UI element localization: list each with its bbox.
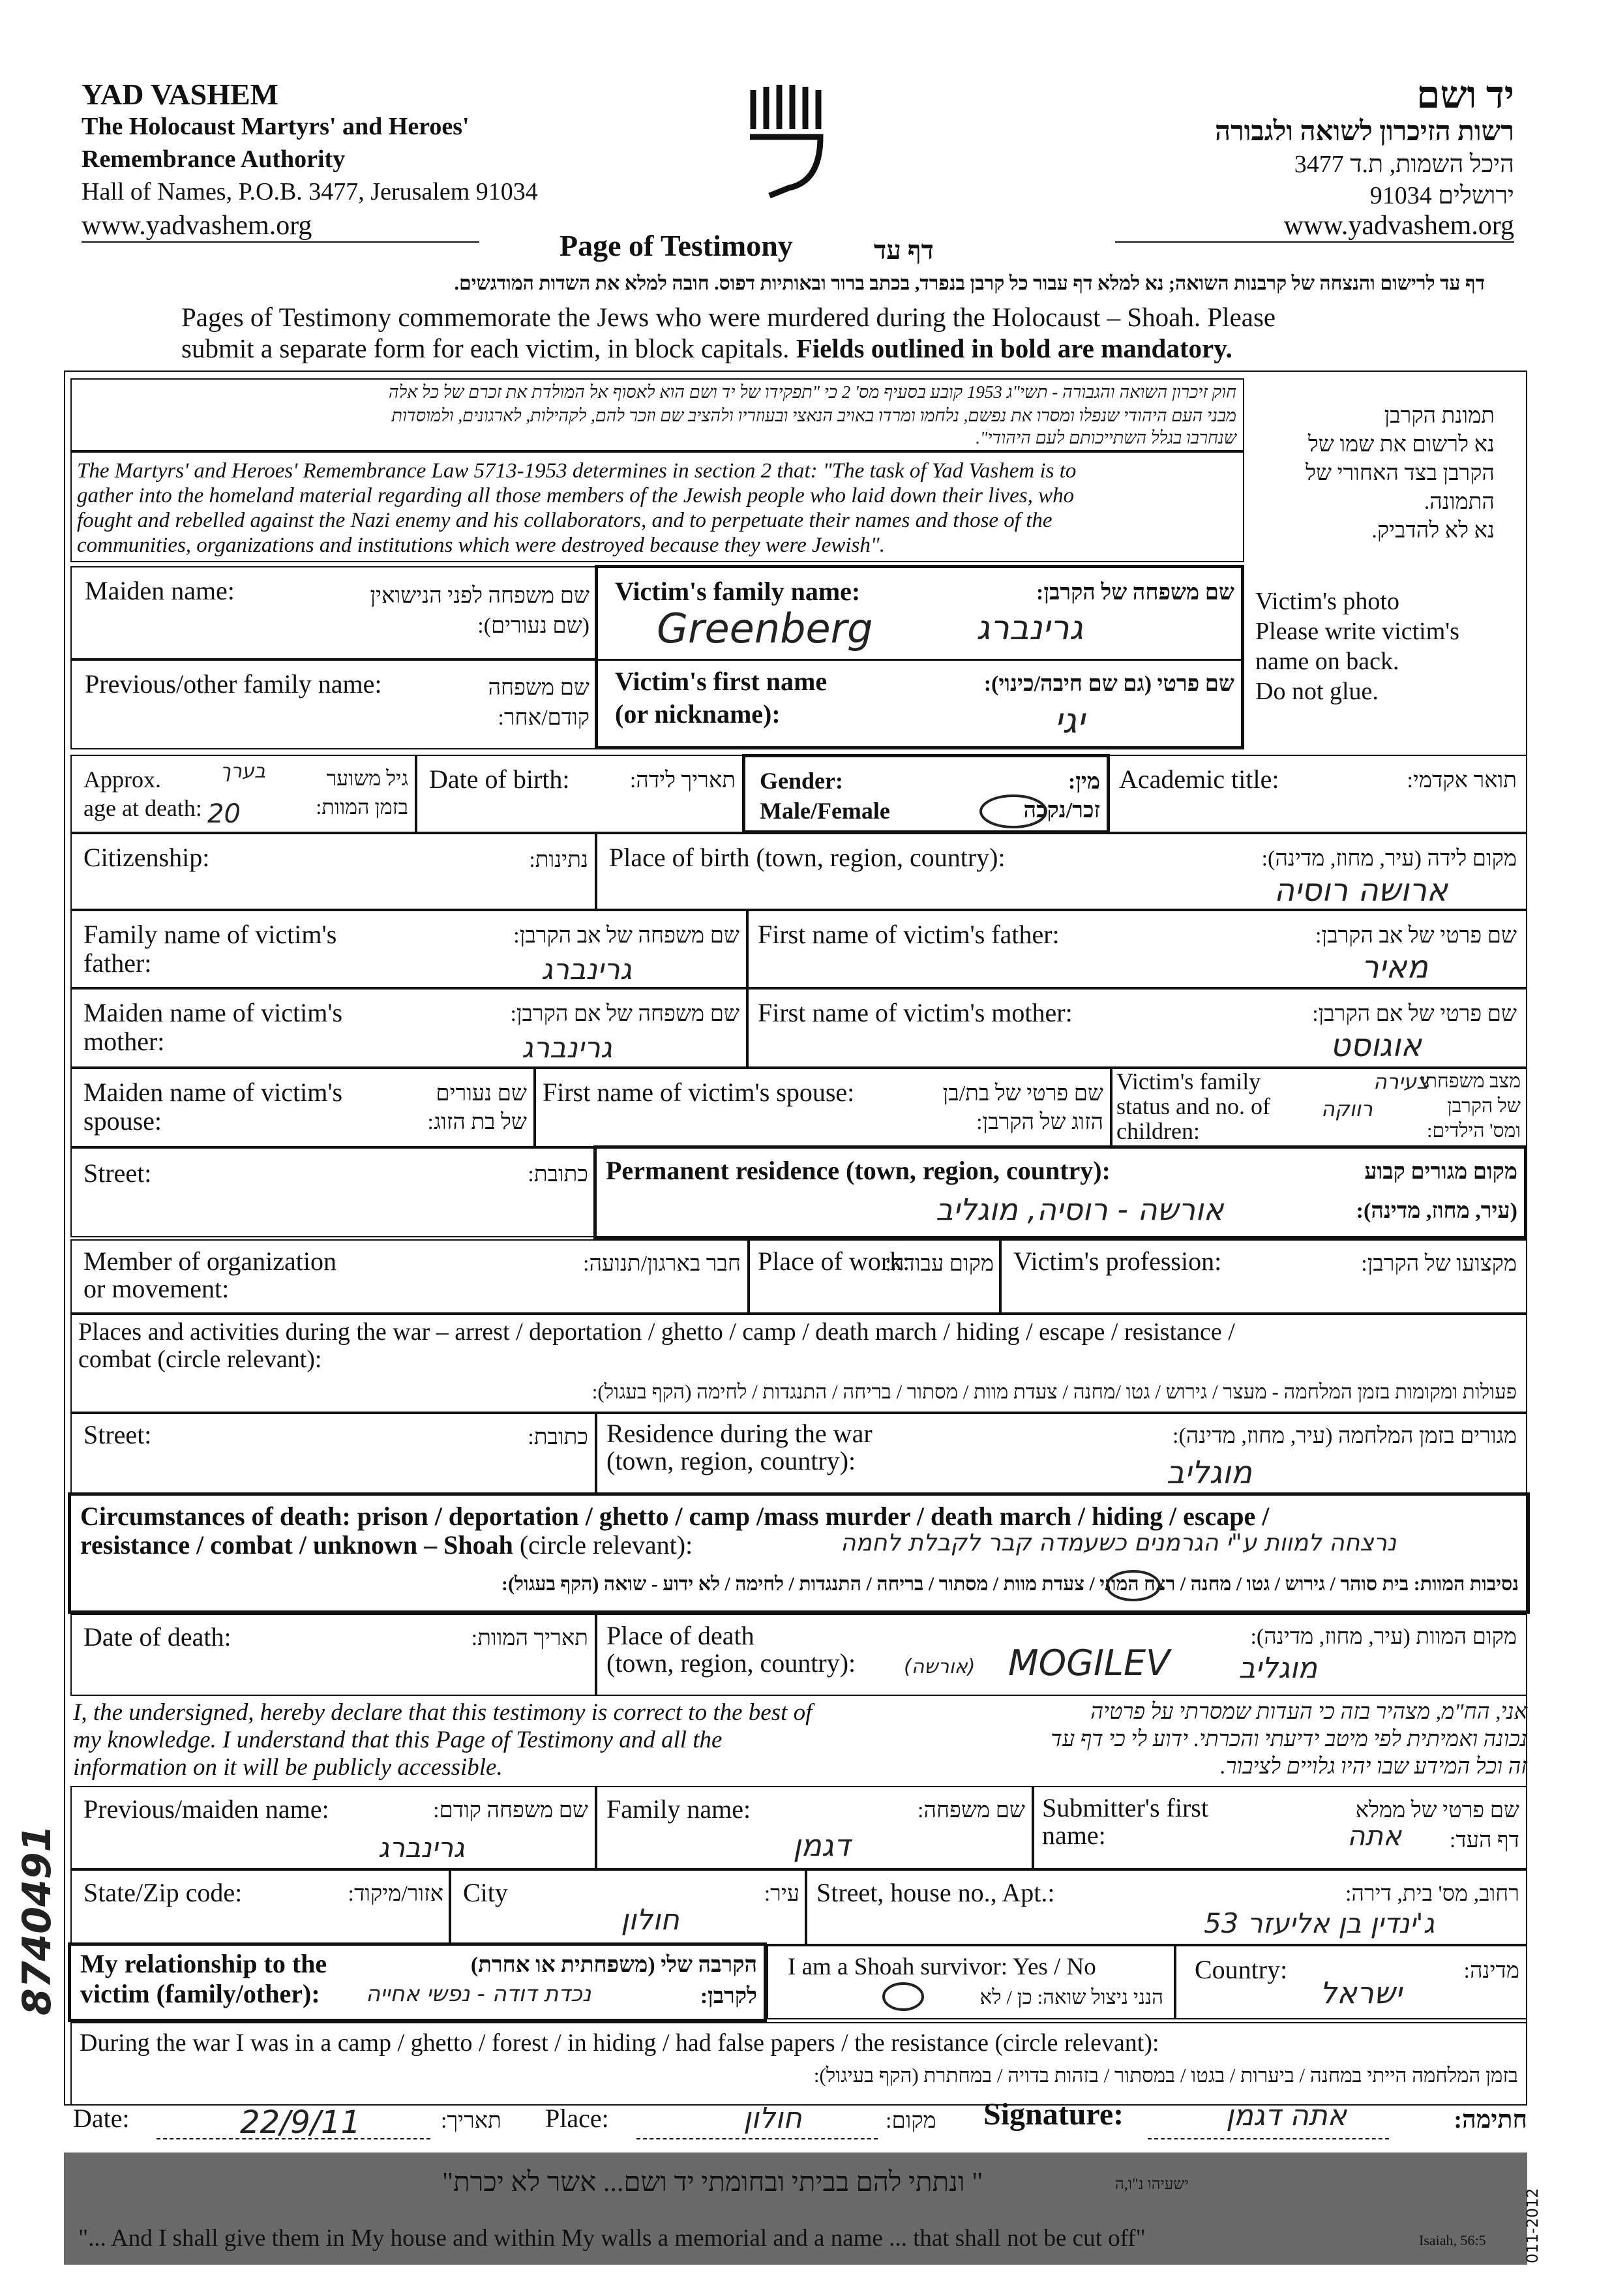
spouse-first-he1: שם פרטי של בת/בן <box>942 1081 1103 1106</box>
org-member-he: חבר בארגון/תנועה: <box>583 1252 741 1276</box>
profession-he: מקצועו של הקרבן: <box>1361 1252 1517 1276</box>
law-en-line4: communities, organizations and institutions which were destroyed because they were Jewish". <box>77 534 885 557</box>
father-first-label: First name of victim's father: <box>758 920 1060 949</box>
org-he-line3: ירושלים 91034 <box>1369 182 1514 209</box>
sub-first-he2: דף העד: <box>1449 1828 1519 1852</box>
org-en-web[interactable]: www.yadvashem.org <box>82 211 312 241</box>
law-he-line1: חוק זיכרון השואה והגבורה - תשי"ג 1953 קובע בסעיף מס' 2 כי "תפקידו של יד ושם הוא לאסוף אל המולדת את זכרם של כל אלה <box>388 382 1236 402</box>
sub-prev-name-value: גרינברג <box>378 1832 465 1864</box>
dob-label: Date of birth: <box>429 764 570 794</box>
war-residence-he: מגורים בזמן המלחמה (עיר, מחוז, מדינה): <box>1172 1424 1517 1448</box>
place-of-birth-field[interactable] <box>596 833 1527 910</box>
war-residence-field[interactable] <box>596 1413 1527 1495</box>
age-he2: בזמן המוות: <box>316 795 408 819</box>
sub-first-value: אתה <box>1347 1820 1402 1852</box>
circ-en1: Circumstances of death: prison / deportation / ghetto / camp /mass murder / death march / hiding / escape / <box>80 1502 1270 1531</box>
signature-value[interactable]: אתה דגמן <box>1226 2099 1347 2132</box>
father-family-label2: father: <box>83 948 152 978</box>
footer-source-he: ישעיהו נ"ו,ה <box>1115 2176 1189 2193</box>
mother-first-name-field[interactable] <box>747 988 1527 1068</box>
country-value: ישראל <box>1320 1975 1402 2010</box>
org-he-line2: היכל השמות, ת.ד 3477 <box>1294 151 1514 178</box>
submitter-street-field[interactable] <box>806 1869 1527 1945</box>
decl-he1: אני, הח"מ, מצהיר בזה כי העדות שמסרתי על פרטיה <box>1090 1700 1527 1724</box>
law-he-line2: מבני העם היהודי שנפלו ומסרו את נפשם, נלחמו ומרדו באויב הנאצי ובעוזריו ולהציב שם וזכר להם, לקהילות, לארגונים, ולמוסדות <box>391 406 1236 425</box>
photo-he-line2: נא לרשום את שמו של <box>1307 432 1495 457</box>
survivor-he: הנני ניצול שואה: כן / לא <box>979 1986 1163 2008</box>
residence-value: אורשה - רוסיה, מוגליב <box>936 1192 1224 1227</box>
victim-first-name-label1: Victim's first name <box>615 667 828 696</box>
circ-he: נסיבות המוות: בית סוהר / גירוש / גטו / מחנה / רצח המוני / צעדת מוות / מסתור / בריחה / התנגדות / לחימה / לא ידוע - שואה (הקף בעגול): <box>501 1573 1519 1595</box>
work-he: מקום עבודה: <box>885 1252 994 1276</box>
sub-street-value: ג'ינדין בן אליעזר 53 <box>1204 1907 1435 1939</box>
yad-vashem-logo-icon <box>743 83 828 207</box>
intro-en-line2b: Fields outlined in bold are mandatory. <box>796 333 1232 363</box>
mother-maiden-value: גרינברג <box>522 1031 612 1065</box>
intro-en-line2a: submit a separate form for each victim, in block capitals. <box>181 333 796 363</box>
decl-he2: נכונה ואמיתית לפי מיטב ידיעתי והכרתי. ידוע לי כי דף עד <box>1051 1727 1527 1751</box>
header-underline-right <box>1115 241 1514 243</box>
war-places-he: פעולות ומקומות בזמן המלחמה - מעצר / גירוש / גטו /מחנה / צעדת מוות / מסתור / בריחה / התנגדות / לחימה (הקף בעגול): <box>591 1380 1517 1403</box>
sub-first-label2: name: <box>1042 1820 1106 1850</box>
circ-en-line2 <box>80 1531 693 1560</box>
place-he: מקום: <box>886 2109 936 2133</box>
circumstances-of-death-field[interactable] <box>68 1492 1530 1614</box>
residence-he1: מקום מגורים קבוע <box>1364 1160 1517 1184</box>
date-he: תאריך: <box>441 2109 501 2133</box>
org-en-line2: Remembrance Authority <box>82 145 346 173</box>
sub-prev-name-he: שם משפחה קודם: <box>433 1798 588 1822</box>
street-field[interactable] <box>70 1147 596 1237</box>
date-value[interactable]: 22/9/11 <box>240 2104 361 2141</box>
stamp-number: 8740491 <box>14 1824 60 2016</box>
during-war-en: During the war I was in a camp / ghetto / forest / in hiding / had false papers / the resistance (circle relevant): <box>80 2029 1159 2057</box>
date-of-death-field[interactable] <box>70 1614 596 1696</box>
victim-family-name-label: Victim's family name: <box>615 577 861 606</box>
sub-family-he: שם משפחה: <box>918 1798 1025 1822</box>
victim-family-name-field[interactable] <box>598 568 1241 658</box>
zip-code-field[interactable] <box>70 1869 450 1945</box>
place-of-death-field[interactable] <box>596 1614 1527 1696</box>
pod-value-he: מוגליב <box>1238 1652 1317 1685</box>
status-value2: רווקה <box>1321 1096 1373 1121</box>
status-label3: children: <box>1116 1118 1200 1144</box>
war-places-en1: Places and activities during the war – arrest / deportation / ghetto / camp / death march / hiding / escape / resistance / <box>78 1318 1235 1346</box>
prev-family-name-label: Previous/other family name: <box>85 669 382 699</box>
photo-en-line4: Do not glue. <box>1255 678 1379 705</box>
gender-he2: זכר/נקבה <box>1023 798 1100 823</box>
father-family-value: גרינברג <box>541 953 632 986</box>
sub-prev-name-label: Previous/maiden name: <box>83 1794 329 1824</box>
rel-he2: לקרבן: <box>700 1984 757 2008</box>
father-family-name-field[interactable] <box>70 910 747 988</box>
rel-label1: My relationship to the <box>80 1949 327 1978</box>
victim-first-name-value: יגי <box>1054 700 1085 741</box>
submitter-war-field[interactable] <box>70 2022 1527 2106</box>
status-he3: ומס' הילדים: <box>1427 1120 1521 1141</box>
victim-family-name-value-he: גרינברג <box>976 609 1084 648</box>
date-label: Date: <box>73 2104 130 2133</box>
mother-maiden-label2: mother: <box>83 1027 165 1056</box>
age-label2: age at death: <box>83 795 202 821</box>
sub-first-he1: שם פרטי של ממלא <box>1355 1798 1519 1822</box>
zip-he: אזור/מיקוד: <box>348 1882 443 1906</box>
gender-circle-icon <box>978 793 1049 830</box>
permanent-residence-field[interactable] <box>593 1145 1527 1239</box>
footer-quote-en: "... And I shall give them in My house and within My walls a memorial and a name ... that shall not be cut off" <box>78 2225 1146 2252</box>
country-he: מדינה: <box>1463 1959 1519 1983</box>
victim-first-name-he: שם פרטי (גם שם חיבה/כינוי): <box>983 672 1234 696</box>
war-residence-value: מוגליב <box>1166 1455 1252 1491</box>
relationship-field[interactable] <box>68 1942 767 2022</box>
form-code: 011-2012 <box>1523 2188 1542 2263</box>
father-first-value: מאיר <box>1361 949 1428 986</box>
prev-family-name-field[interactable] <box>70 659 597 749</box>
status-label2: status and no. of <box>1116 1093 1270 1119</box>
submitter-prev-name-field[interactable] <box>70 1786 596 1869</box>
intro-en-line1: Pages of Testimony commemorate the Jews who were murdered during the Holocaust – Shoah. Please <box>181 302 1276 332</box>
status-value1: צעירה <box>1373 1069 1429 1094</box>
signature-label: Signature: <box>983 2097 1124 2132</box>
organization-field[interactable] <box>70 1239 749 1314</box>
ghetto-circle-icon <box>1104 1567 1163 1604</box>
circ-value: נרצחה למוות ע"י הגרמנים כשעמדה קבר לקבלת לחמה <box>841 1530 1397 1556</box>
photo-en-line3: name on back. <box>1255 648 1399 675</box>
prev-family-name-he2: קודם/אחר: <box>498 706 590 730</box>
maiden-name-field[interactable] <box>70 566 597 659</box>
spouse-maiden-he2: של בת הזוג: <box>427 1110 527 1134</box>
father-family-label1: Family name of victim's <box>83 920 337 949</box>
spouse-first-he2: הזוג של הקרבן: <box>976 1110 1103 1134</box>
prev-family-name-he1: שם משפחה <box>488 676 590 700</box>
place-of-work-field[interactable] <box>749 1239 1000 1314</box>
academic-title-he: תואר אקדמי: <box>1407 768 1517 793</box>
mother-maiden-label1: Maiden name of victim's <box>83 998 343 1027</box>
survivor-label: I am a Shoah survivor: Yes / No <box>788 1954 1096 1980</box>
decl-he3: זה וכל המידע שבו יהיו גלויים לציבור. <box>1220 1755 1527 1779</box>
photo-en-line2: Please write victim's <box>1255 618 1459 645</box>
pod-he: מקום המוות (עיר, מחוז, מדינה): <box>1250 1625 1517 1649</box>
citizenship-label: Citizenship: <box>83 843 210 872</box>
work-label: Place of work: <box>758 1246 910 1276</box>
street-he: כתובת: <box>528 1162 588 1186</box>
profession-label: Victim's profession: <box>1013 1246 1222 1276</box>
place-value[interactable]: חולון <box>743 2102 802 2135</box>
rel-value: נכדת דודה - נפשי אחייה <box>366 1981 591 2007</box>
law-en-line3: fought and rebelled against the Nazi enemy and his collaborators, and to perpetuate their names and those of the <box>77 509 1052 532</box>
gender-label1: Gender: <box>760 768 843 794</box>
sub-street-label: Street, house no., Apt.: <box>816 1878 1055 1907</box>
maiden-name-he1: שם משפחה לפני הנישואין <box>370 584 590 608</box>
status-label1: Victim's family <box>1116 1068 1261 1095</box>
mother-first-label: First name of victim's mother: <box>758 998 1073 1027</box>
title-en: Page of Testimony <box>560 229 793 262</box>
gender-he1: מין: <box>1067 770 1100 794</box>
law-en-line2: gather into the homeland material regarding all those members of the Jewish people who laid down their lives, who <box>77 484 1075 507</box>
spouse-maiden-he1: שם נעורים <box>436 1081 527 1106</box>
victim-first-name-field[interactable] <box>598 661 1241 747</box>
org-member-label2: or movement: <box>83 1274 230 1303</box>
city-he: עיר: <box>764 1882 799 1906</box>
age-label1: Approx. <box>83 766 161 793</box>
no-circle-icon <box>880 1980 926 2013</box>
father-family-he: שם משפחה של אב הקרבן: <box>513 924 739 948</box>
residence-label: Permanent residence (town, region, country): <box>606 1156 1111 1185</box>
place-of-birth-he: מקום לידה (עיר, מחוז, מדינה): <box>1261 847 1517 871</box>
city-value: חולון <box>621 1903 679 1937</box>
war-activities-field[interactable] <box>70 1314 1527 1413</box>
org-he-line1: רשות הזיכרון לשואה ולגבורה <box>1214 117 1514 147</box>
age-note: בערך <box>220 760 266 783</box>
status-he1: מצב משפחתי <box>1420 1070 1521 1092</box>
city-field[interactable] <box>450 1869 806 1945</box>
citizenship-field[interactable] <box>70 833 596 910</box>
intro-en-line2 <box>181 333 1232 364</box>
maiden-name-label: Maiden name: <box>85 576 235 605</box>
law-en-box <box>70 451 1244 562</box>
mother-maiden-he: שם משפחה של אם הקרבן: <box>510 1002 739 1026</box>
rel-he1: הקרבה שלי (משפחתית או אחרת) <box>470 1953 757 1977</box>
street-label: Street: <box>83 1158 152 1188</box>
law-he-line3: שנחרבו בגלל השתייכותם לעם היהודי". <box>976 428 1236 447</box>
sub-family-value: דגמן <box>793 1828 850 1863</box>
spouse-first-name-field[interactable] <box>535 1068 1111 1147</box>
sub-first-label1: Submitter's first <box>1042 1793 1208 1822</box>
survivor-field[interactable] <box>767 1945 1175 2019</box>
victim-family-name-value-en: Greenberg <box>657 605 873 652</box>
status-he2: של הקרבן <box>1447 1095 1521 1117</box>
org-member-label1: Member of organization <box>83 1246 337 1276</box>
war-residence-label1: Residence during the war <box>606 1419 873 1448</box>
law-he-box <box>70 378 1244 451</box>
photo-he-line3: הקרבן בצד האחורי של <box>1306 461 1495 485</box>
title-he: דף עד <box>874 235 934 265</box>
photo-he-line4: התמונה. <box>1424 490 1495 514</box>
age-field[interactable] <box>70 755 416 833</box>
decl-en2: my knowledge. I understand that this Page of Testimony and all the <box>73 1727 723 1753</box>
academic-title-label: Academic title: <box>1119 764 1279 794</box>
pod-value-en: MOGILEV <box>1008 1642 1171 1684</box>
dod-label: Date of death: <box>83 1622 231 1652</box>
gender-field[interactable] <box>742 754 1110 834</box>
age-he1: גיל משוער <box>326 766 408 790</box>
org-he-web[interactable]: www.yadvashem.org <box>1283 211 1514 241</box>
org-en-line1: The Holocaust Martyrs' and Heroes' <box>82 113 470 140</box>
spouse-maiden-label2: spouse: <box>83 1106 162 1136</box>
academic-title-field[interactable] <box>1109 755 1527 833</box>
during-war-he: בזמן המלחמה הייתי במחנה / ביערות / בגטו / במסתור / בזהות בדויה / במחתרת (הקף בעיגול): <box>813 2064 1518 2087</box>
zip-label: State/Zip code: <box>83 1878 243 1907</box>
age-value: 20 <box>207 799 241 829</box>
org-en-address: Hall of Names, P.O.B. 3477, Jerusalem 91034 <box>82 178 538 205</box>
country-field[interactable] <box>1175 1945 1527 2019</box>
dod-he: תאריך המוות: <box>471 1626 588 1650</box>
spouse-maiden-label1: Maiden name of victim's <box>83 1078 343 1107</box>
intro-he: דף עד לרישום והנצחה של קרבנות השואה; נא למלא דף עבור כל קרבן בנפרד, בכתב ברור ובאותיות דפוס. חובה למלא את השדות המודגשים. <box>454 273 1485 294</box>
submitter-family-name-field[interactable] <box>596 1786 1033 1869</box>
profession-field[interactable] <box>1000 1239 1527 1314</box>
signature-he: חתימה: <box>1454 2106 1527 2134</box>
country-label: Country: <box>1195 1955 1288 1984</box>
rel-label2: victim (family/other): <box>80 1979 320 2008</box>
org-he-name: יד ושם <box>1416 74 1514 116</box>
place-line <box>636 2137 878 2139</box>
dob-he: תאריך לידה: <box>629 768 736 793</box>
pod-value-note: (אורשה) <box>904 1655 976 1678</box>
photo-he-line5: נא לא להדביק. <box>1371 519 1495 543</box>
war-street-field[interactable] <box>70 1413 596 1495</box>
residence-he2: (עיר, מחוז, מדינה): <box>1356 1199 1517 1223</box>
mother-maiden-name-field[interactable] <box>70 988 747 1068</box>
place-label: Place: <box>545 2104 609 2133</box>
city-label: City <box>463 1878 508 1907</box>
decl-en3: information on it will be publicly accessible. <box>73 1754 503 1781</box>
sub-street-he: רחוב, מס' בית, דירה: <box>1345 1882 1519 1906</box>
photo-en-line1: Victim's photo <box>1255 588 1399 615</box>
circ-en3: (circle relevant): <box>519 1530 693 1560</box>
sub-family-label: Family name: <box>606 1794 751 1824</box>
photo-he-line1: תמונת הקרבן <box>1384 404 1495 428</box>
submitter-first-name-field[interactable] <box>1033 1786 1527 1869</box>
decl-en1: I, the undersigned, hereby declare that this testimony is correct to the best of <box>73 1699 813 1726</box>
law-en-line1: The Martyrs' and Heroes' Remembrance Law 5713-1953 determines in section 2 that: "The task of Yad Vashem is to <box>77 459 1077 483</box>
dob-field[interactable] <box>416 755 743 833</box>
father-first-he: שם פרטי של אב הקרבן: <box>1315 924 1517 948</box>
victim-first-name-label2: (or nickname): <box>615 699 781 729</box>
spouse-first-label: First name of victim's spouse: <box>543 1078 855 1107</box>
header-underline-left <box>82 241 479 243</box>
mother-first-he: שם פרטי של אם הקרבן: <box>1312 1002 1517 1026</box>
citizenship-he: נתינות: <box>529 848 588 872</box>
war-street-label: Street: <box>83 1420 152 1449</box>
footer-quote-he: " ונתתי להם בביתי ובחומתי יד ושם... אשר לא יכרת" <box>442 2168 983 2198</box>
signature-line <box>1148 2137 1389 2139</box>
place-of-birth-value: ארושה רוסיה <box>1274 872 1448 909</box>
footer-band <box>64 2152 1527 2265</box>
war-residence-label2: (town, region, country): <box>606 1446 856 1475</box>
war-street-he: כתובת: <box>528 1425 588 1449</box>
pod-label1: Place of death <box>606 1621 754 1650</box>
circ-en2: resistance / combat / unknown – Shoah <box>80 1530 513 1560</box>
org-en-name: YAD VASHEM <box>82 78 279 111</box>
footer-source-en: Isaiah, 56:5 <box>1419 2232 1486 2248</box>
spouse-maiden-name-field[interactable] <box>70 1068 535 1147</box>
victim-family-name-he: שם משפחה של הקרבן: <box>1036 581 1234 605</box>
family-status-field[interactable] <box>1111 1068 1527 1147</box>
mother-first-value: אוגוסט <box>1330 1027 1422 1064</box>
gender-label2: Male/Female <box>760 798 890 824</box>
maiden-name-he2: (שם נעורים): <box>477 614 590 638</box>
pod-label2: (town, region, country): <box>606 1648 856 1678</box>
father-first-name-field[interactable] <box>747 910 1527 988</box>
place-of-birth-label: Place of birth (town, region, country): <box>609 843 1006 872</box>
war-places-en2: combat (circle relevant): <box>78 1346 322 1373</box>
